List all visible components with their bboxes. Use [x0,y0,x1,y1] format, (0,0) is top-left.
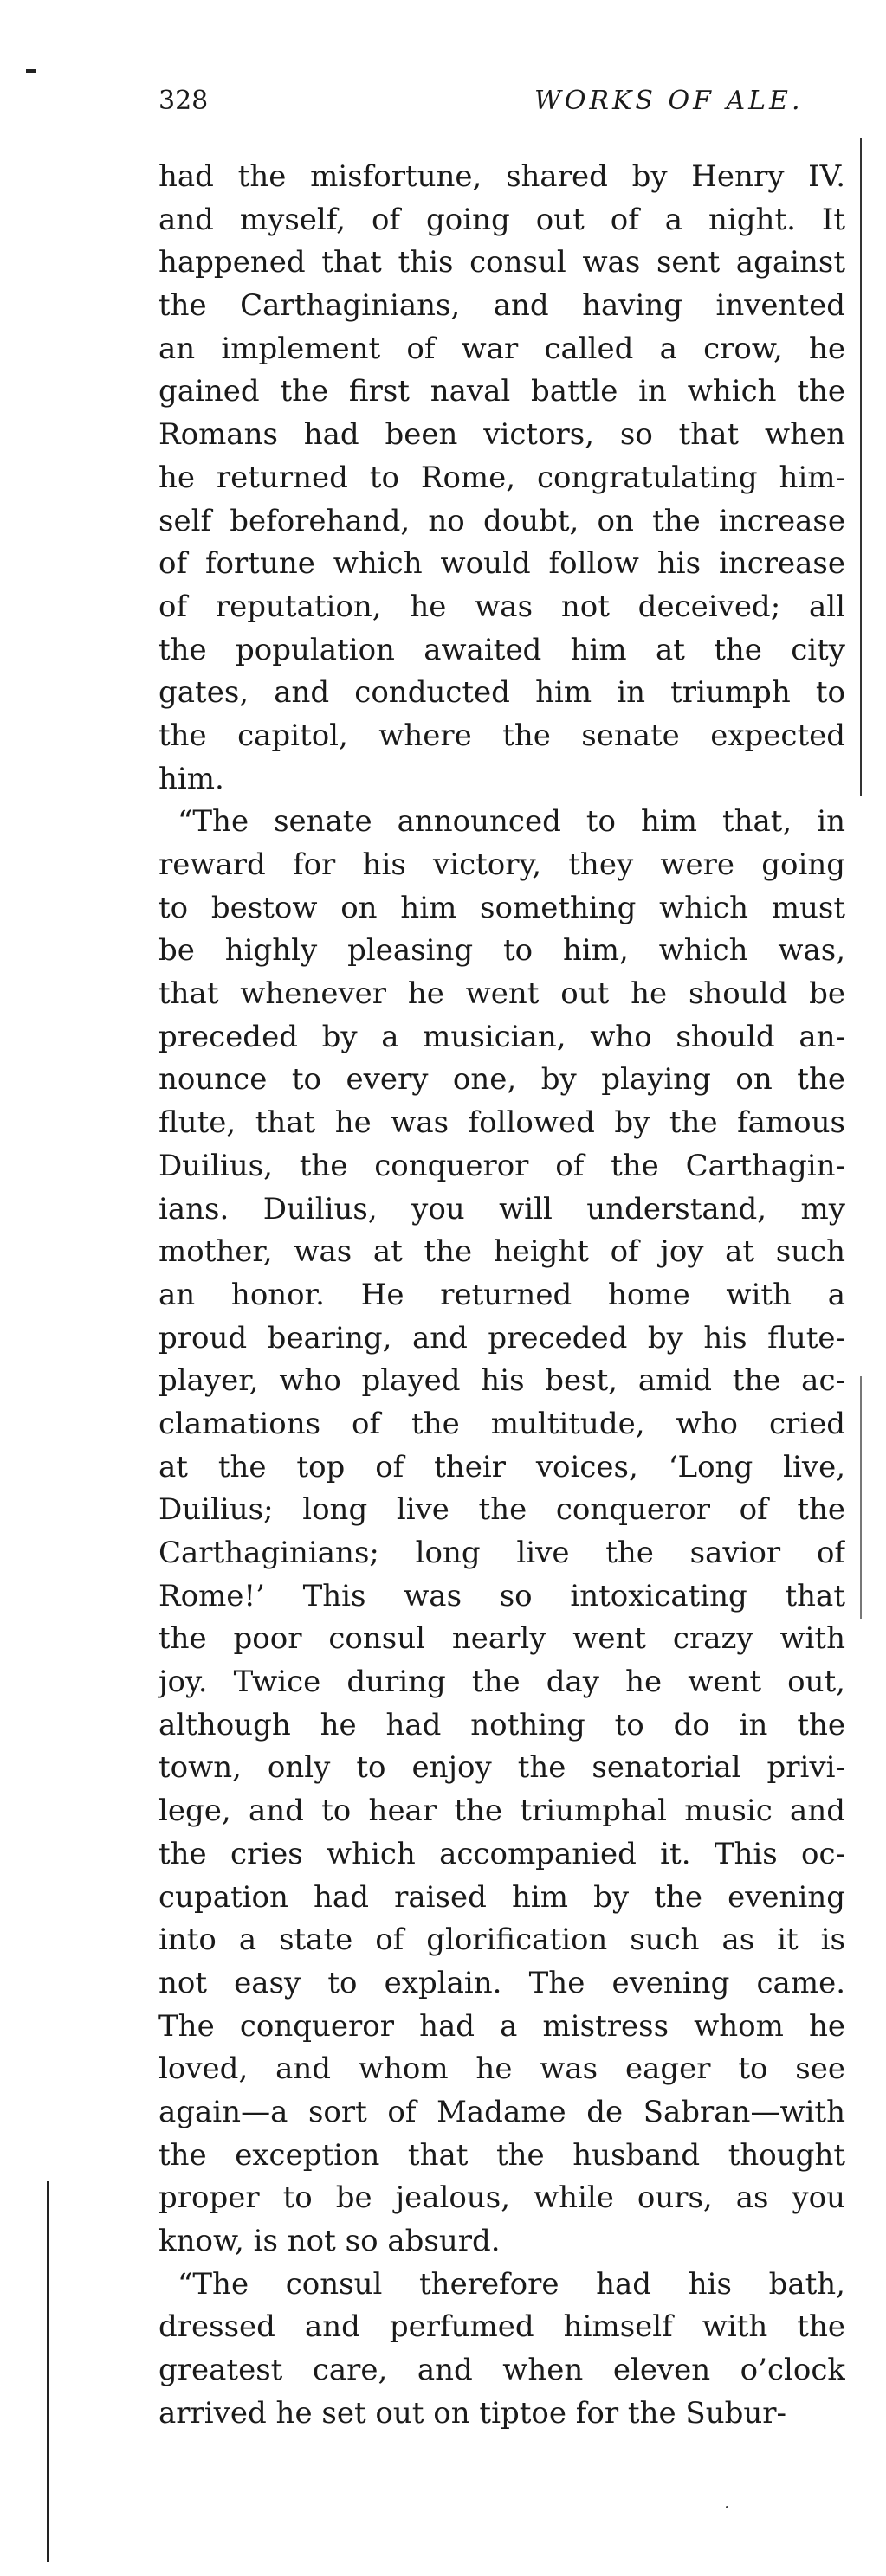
text-line: dressed and perfumed himself with the [158,2309,845,2345]
text-line: of fortune which would follow his increase [158,546,845,582]
body-text [158,156,845,2435]
text-line: into a state of glorification such as it is [158,1922,845,1958]
text-line: happened that this consul was sent against [158,245,845,280]
text-line: Romans had been victors, so that when [158,417,845,453]
text-line: had the misfortune, shared by Henry IV. [158,159,845,194]
text-line: the population awaited him at the city [158,632,845,667]
gutter-edge [47,2181,49,2562]
text-line: to bestow on him something which must [158,890,845,925]
text-line: he returned to Rome, congratulating him- [158,460,845,495]
text-line: lege, and to hear the triumphal music and [158,1794,845,1829]
text-line: Duilius; long live the conqueror of the [158,1492,845,1528]
text-line: preceded by a musician, who should an- [158,1019,845,1054]
text-line: town, only to enjoy the senatorial privi- [158,1750,845,1786]
text-line: again—a sort of Madame de Sabran—with [158,2094,845,2129]
text-line: Carthaginians; long live the savior of [158,1536,845,1570]
text-line: joy. Twice during the day he went out, [158,1665,845,1700]
text-line: although he had nothing to do in the [158,1707,845,1742]
text-line: be highly pleasing to him, which was, [158,933,845,969]
text-line: not easy to explain. The evening came. [158,1965,845,2000]
page-number: 328 [158,86,209,116]
text-line: The conqueror had a mistress whom he [158,2008,845,2044]
running-title: WORKS OF ALE. [534,86,804,116]
text-line: him. [158,761,224,796]
text-line: cupation had raised him by the evening [158,1879,845,1915]
text-line: player, who played his best, amid the ac- [158,1363,845,1399]
text-line: the cries which accompanied it. This oc- [158,1836,845,1871]
text-line: arrived he set out on tiptoe for the Subur- [158,2395,786,2431]
text-line: proud bearing, and preceded by his flute- [158,1320,845,1356]
text-line: of reputation, he was not deceived; all [158,589,845,624]
text-line: “The consul therefore had his bath, [178,2266,845,2302]
print-speck [726,2506,728,2508]
text-line: greatest care, and when eleven o’clock [158,2353,845,2388]
text-line: the capitol, where the senate expected [158,718,845,753]
text-line: nounce to every one, by playing on the [158,1062,845,1098]
text-line: and myself, of going out of a night. It [158,202,845,237]
text-line: reward for his victory, they were going [158,847,845,882]
text-line: an honor. He returned home with a [158,1277,845,1312]
text-line: gates, and conducted him in triumph to [158,675,845,711]
text-line: the poor consul nearly went crazy with [158,1621,845,1657]
text-line: clamations of the multitude, who cried [158,1406,845,1441]
margin-rule [860,138,862,796]
text-line: self beforehand, no doubt, on the increase [158,503,845,538]
text-line: that whenever he went out he should be [158,976,845,1012]
text-line: mother, was at the height of joy at such [158,1234,845,1270]
text-line: gained the first naval battle in which the [158,374,845,409]
text-line: Rome!’ This was so intoxicating that [158,1578,845,1613]
text-line: an implement of war called a crow, he [158,331,845,366]
text-line: Duilius, the conqueror of the Carthagin- [158,1148,845,1183]
text-line: proper to be jealous, while ours, as you [158,2180,845,2216]
margin-rule-lower [860,1376,862,1619]
page-header [158,80,886,123]
text-line: ians. Duilius, you will understand, my [158,1191,845,1227]
text-line: flute, that he was followed by the famous [158,1105,845,1141]
margin-mark [26,69,36,73]
text-line: at the top of their voices, ‘Long live, [158,1449,845,1484]
text-line: know, is not so absurd. [158,2224,501,2258]
text-line: “The senate announced to him that, in [178,804,845,840]
text-line: the Carthaginians, and having invented [158,288,845,324]
text-line: loved, and whom he was eager to see [158,2051,845,2087]
text-line: the exception that the husband thought [158,2137,845,2173]
